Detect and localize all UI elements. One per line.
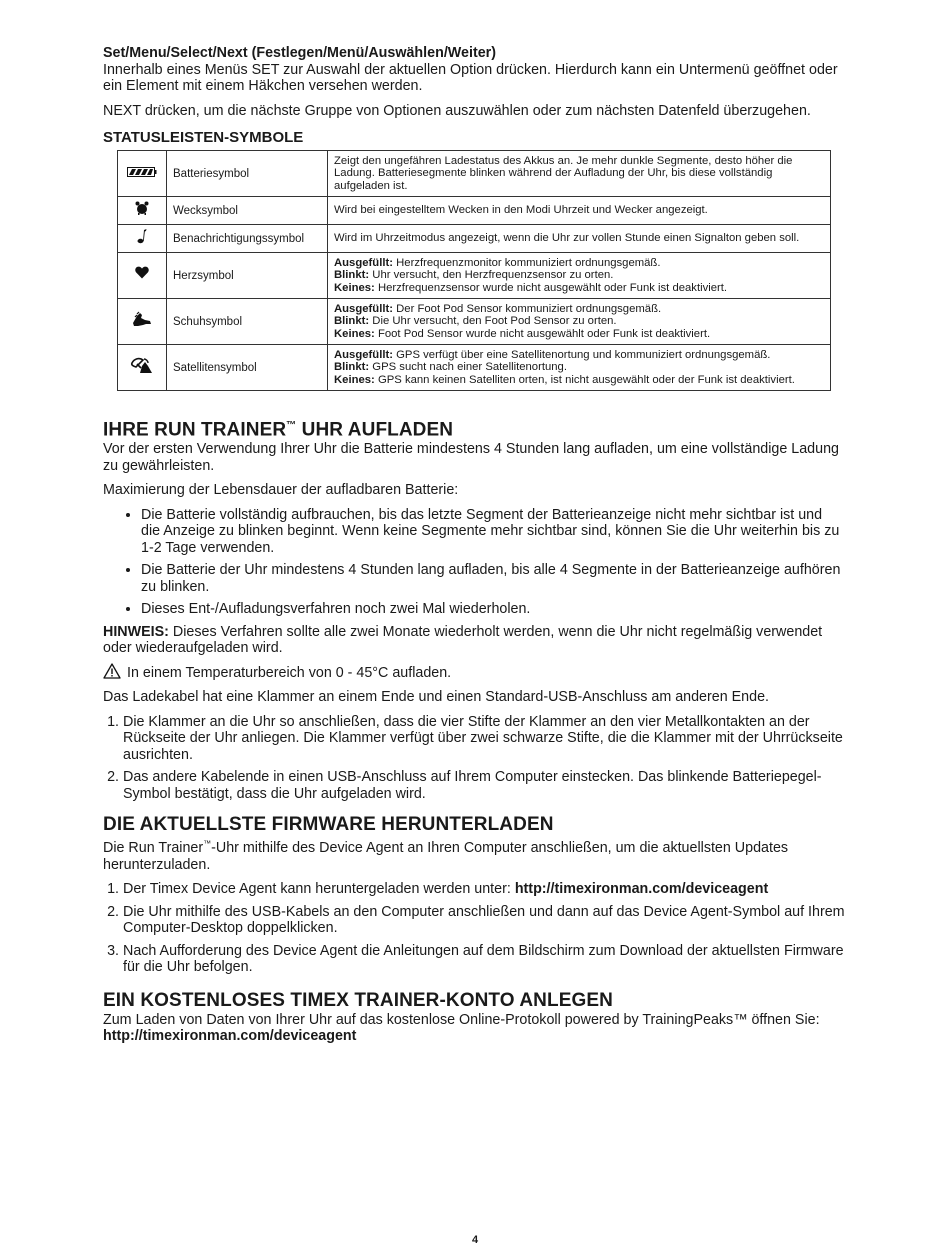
firmware-steps-list	[103, 881, 845, 976]
symbol-description: Zeigt den ungefähren Ladestatus des Akkus an. Je mehr dunkle Segmente, desto höher die Ladung. Batteriesegmente blinken während der Aufladung der Uhr, bis diese vollständig aufgeladen ist.	[328, 151, 831, 197]
list-item: • Die Batterie vollständig aufbrauchen, bis das letzte Segment der Batterieanzeige nicht mehr sichtbar ist und die Anzeige zu blinken beginnt. Wenn keine Segmente mehr sichtbar sind, können Sie die Uhr weiterhin bis zu 1-2 Tage verwenden.	[141, 507, 845, 557]
status-line: Ausgefüllt: GPS verfügt über eine Satellitenortung und kommuniziert ordnungsgemäß.	[334, 348, 771, 361]
account-link[interactable]: http://timexironman.com/deviceagent	[103, 1028, 357, 1045]
symbol-description: Wird im Uhrzeitmodus angezeigt, wenn die Uhr zur vollen Stunde einen Signalton geben soll.	[328, 225, 831, 253]
list-item: • Die Batterie der Uhr mindestens 4 Stunden lang aufladen, bis alle 4 Segmente in der Batterieanzeige aufhören zu blinken.	[141, 562, 845, 595]
charge-intro-paragraph: Vor der ersten Verwendung Ihrer Uhr die Batterie mindestens 4 Stunden lang aufladen, um eine vollständige Ladung zu gewährleisten.	[103, 441, 839, 474]
note-paragraph: HINWEIS: Dieses Verfahren sollte alle zwei Monate wiederholt werden, wenn die Uhr nicht regelmäßig verwendet oder wiederaufgeladen wird.	[103, 623, 823, 657]
warning-icon	[103, 663, 127, 684]
status-line: Blinkt: Die Uhr versucht, den Foot Pod Sensor zu orten.	[334, 315, 617, 328]
status-line: Blinkt: GPS sucht nach einer Satellitenortung.	[334, 361, 567, 374]
temperature-warning: In einem Temperaturbereich von 0 - 45°C aufladen.	[103, 663, 845, 684]
table-row	[118, 253, 831, 299]
cable-paragraph: Das Ladekabel hat eine Klammer an einem Ende und einen Standard-USB-Anschluss am anderen Ende.	[103, 689, 770, 706]
symbol-name: Satellitensymbol	[167, 345, 328, 391]
list-item: 1. Die Klammer an die Uhr so anschließen, dass die vier Stifte der Klammer an den vier Metallkontakten an der Rückseite der Uhr anliegen. Die Klammer verfügt über zwei schwarze Stifte, die die Klammer mit der Uhrrückseite ausrichten.	[123, 714, 845, 764]
alarm-icon	[135, 201, 149, 220]
symbol-description: Wird bei eingestelltem Wecken in den Modi Uhrzeit und Wecker angezeigt.	[328, 197, 831, 225]
charge-section-title: IHRE RUN TRAINER™ UHR AUFLADEN	[103, 419, 454, 441]
list-item: 1. Der Timex Device Agent kann heruntergeladen werden unter: http://timexironman.com/deviceagent	[123, 881, 845, 898]
table-row	[118, 225, 831, 253]
status-symbols-table	[117, 150, 831, 391]
status-line: Keines: GPS kann keinen Satelliten orten, ist nicht ausgewählt oder der Funk ist deaktiviert.	[334, 373, 795, 386]
symbol-description	[328, 299, 831, 345]
status-line: Blinkt: Uhr versucht, den Herzfrequenzsensor zu orten.	[334, 269, 614, 282]
table-row	[118, 299, 831, 345]
table-row	[118, 197, 831, 225]
status-line: Ausgefüllt: Herzfrequenzmonitor kommuniziert ordnungsgemäß.	[334, 256, 661, 269]
list-item: 2. Das andere Kabelende in einen USB-Anschluss auf Ihrem Computer einstecken. Das blinkende Batteriepegel-Symbol bestätigt, dass die Uhr aufgeladen wird.	[123, 769, 845, 802]
status-line: Keines: Herzfrequenzsensor wurde nicht ausgewählt oder Funk ist deaktiviert.	[334, 281, 728, 294]
symbol-name: Batteriesymbol	[167, 151, 328, 197]
battery-life-paragraph: Maximierung der Lebensdauer der aufladbaren Batterie:	[103, 482, 459, 499]
account-paragraph: Zum Laden von Daten von Ihrer Uhr auf das kostenlose Online-Protokoll powered by TrainingPeaks™ öffnen Sie:	[103, 1011, 820, 1028]
status-symbols-title: STATUSLEISTEN-SYMBOLE	[103, 129, 304, 146]
symbol-name: Herzsymbol	[167, 253, 328, 299]
list-item: • Dieses Ent-/Aufladungsverfahren noch zwei Mal wiederholen.	[141, 601, 845, 618]
table-row	[118, 151, 831, 197]
firmware-intro-paragraph: Die Run Trainer™-Uhr mithilfe des Device Agent an Ihren Computer anschließen, um die aktuellsten Updates herunterzuladen.	[103, 839, 789, 873]
battery-icon	[127, 164, 157, 182]
heart-icon	[135, 266, 149, 284]
table-row	[118, 345, 831, 391]
status-line: Keines: Foot Pod Sensor wurde nicht ausgewählt oder Funk ist deaktiviert.	[334, 327, 711, 340]
page-number: 4	[471, 1234, 479, 1246]
status-line: Ausgefüllt: Der Foot Pod Sensor kommuniziert ordnungsgemäß.	[334, 302, 662, 315]
battery-tips-list	[103, 507, 845, 618]
manual-page	[103, 45, 845, 1045]
symbol-description	[328, 345, 831, 391]
music-note-icon	[137, 228, 147, 249]
symbol-name: Schuhsymbol	[167, 299, 328, 345]
intro-paragraph: Innerhalb eines Menüs SET zur Auswahl der aktuellen Option drücken. Hierdurch kann ein Untermenü geöffnet oder ein Element mit einem Häkchen versehen werden.	[103, 61, 838, 94]
symbol-name: Wecksymbol	[167, 197, 328, 225]
device-agent-link[interactable]: http://timexironman.com/deviceagent	[514, 881, 769, 898]
intro-paragraph-next: NEXT drücken, um die nächste Gruppe von Optionen auszuwählen oder zum nächsten Datenfeld überzugehen.	[103, 102, 811, 119]
list-item: 2. Die Uhr mithilfe des USB-Kabels an den Computer anschließen und dann auf das Device Agent-Symbol auf Ihrem Computer-Desktop doppelklicken.	[123, 904, 845, 937]
firmware-section-title: DIE AKTUELLSTE FIRMWARE HERUNTERLADEN	[103, 814, 554, 836]
symbol-name: Benachrichtigungssymbol	[167, 225, 328, 253]
shoe-icon	[132, 311, 152, 332]
intro-heading: Set/Menu/Select/Next (Festlegen/Menü/Auswählen/Weiter)	[103, 45, 496, 61]
charge-steps-list	[103, 714, 845, 803]
account-section-title: EIN KOSTENLOSES TIMEX TRAINER-KONTO ANLEGEN	[103, 989, 613, 1011]
symbol-description	[328, 253, 831, 299]
list-item: 3. Nach Aufforderung des Device Agent die Anleitungen auf dem Bildschirm zum Download der aktuellsten Firmware für die Uhr befolgen.	[123, 943, 845, 976]
satellite-icon	[130, 356, 154, 379]
